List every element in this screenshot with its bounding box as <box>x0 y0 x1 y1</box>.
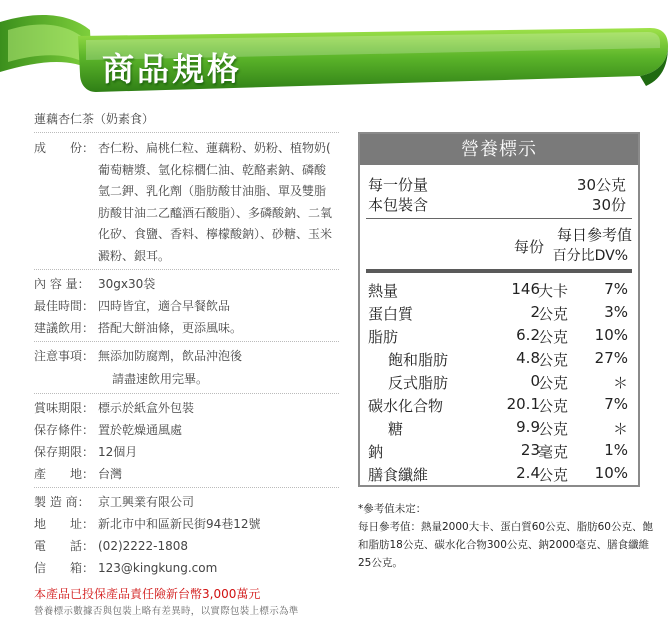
nutrient-amount: 4.8 <box>516 349 540 367</box>
header-banner <box>0 0 670 100</box>
nutrient-daily-value: 27% <box>594 349 628 367</box>
shelf-value: 標示於紙盒外包裝 <box>98 401 195 415</box>
nutrient-unit: 大卡 <box>538 282 569 300</box>
nutrient-amount: 2.4 <box>516 464 540 482</box>
nutrient-unit: 公克 <box>538 351 569 369</box>
nutrient-unit: 公克 <box>538 328 569 346</box>
maker-row <box>34 491 339 513</box>
nutrient-daily-value: 3% <box>604 303 628 321</box>
nutrient-unit: 公克 <box>538 420 569 438</box>
email-label: 信 箱： <box>34 561 95 575</box>
phone-value: (02)2222-1808 <box>98 539 189 553</box>
nutrient-amount: 9.9 <box>516 418 540 436</box>
nutrient-label: 蛋白質 <box>368 305 414 323</box>
content-value: 30gx30袋 <box>98 277 156 291</box>
insurance-notice: 本產品已投保產品責任險新台幣3,000萬元 <box>34 587 261 601</box>
period-label: 保存期限： <box>34 445 95 459</box>
nutrient-amount: 20.1 <box>506 395 540 413</box>
divider <box>34 269 339 270</box>
product-spec-list <box>34 108 339 617</box>
address-label: 地 址： <box>34 517 95 531</box>
period-row <box>34 441 339 463</box>
nutrient-daily-value: 7% <box>604 280 628 298</box>
nutrient-row <box>368 441 634 463</box>
nutrient-row <box>368 303 634 325</box>
nutrient-amount: 6.2 <box>516 326 540 344</box>
ingredients-line: 澱粉、銀耳。 <box>98 248 171 263</box>
nutrient-daily-value: 7% <box>604 395 628 413</box>
ingredients-line: 葡萄糖漿、氫化棕櫚仁油、乾酪素鈉、磷酸 <box>98 162 327 177</box>
maker-label: 製 造 商： <box>34 495 90 509</box>
best-time-label: 最佳時間： <box>34 299 95 313</box>
ingredients-line: 杏仁粉、扁桃仁粒、蓮藕粉、奶粉、植物奶( <box>98 141 331 155</box>
nutrient-unit: 公克 <box>538 397 569 415</box>
phone-label: 電 話： <box>34 539 95 553</box>
divider <box>34 487 339 488</box>
email-row <box>34 557 339 579</box>
nutrient-row <box>368 326 634 348</box>
ingredients-line: 氫二鉀、乳化劑（脂肪酸甘油脂、單及雙脂 <box>98 184 327 198</box>
nutrient-row <box>368 349 634 371</box>
nutrient-amount: 0 <box>530 372 540 390</box>
suggest-row <box>34 317 339 339</box>
disclaimer-note: 營養標示數據否與包裝上略有差異時，以實際包裝上標示為準 <box>34 606 299 617</box>
nutrient-label: 飽和脂肪 <box>388 351 449 369</box>
serving-size-label: 每一份量 <box>368 176 429 194</box>
daily-value-header-line2: 百分比DV% <box>552 248 628 264</box>
address-row <box>34 513 339 535</box>
divider <box>34 132 339 133</box>
nutrient-row <box>368 464 634 486</box>
nutrient-daily-value: 1% <box>604 441 628 459</box>
caution-label: 注意事項： <box>34 349 95 363</box>
origin-value: 台灣 <box>98 467 123 481</box>
origin-label: 產 地： <box>34 467 95 481</box>
thick-divider <box>366 269 632 273</box>
content-row <box>34 273 339 295</box>
nutrition-title: 營養標示 <box>360 134 638 165</box>
nutrient-label: 膳食纖維 <box>368 466 429 484</box>
nutrient-row <box>368 280 634 302</box>
ingredients-line: 化矽、食鹽、香料、檸檬酸鈉）、砂糖、玉米 <box>98 227 333 241</box>
origin-row <box>34 463 339 485</box>
serving-size-value: 30公克 <box>576 176 626 194</box>
content-label: 內 容 量： <box>34 277 90 291</box>
footnote-title: *參考值未定： <box>358 503 427 515</box>
green-ribbon-graphic <box>0 0 670 100</box>
maker-value: 京工興業有限公司 <box>98 495 195 509</box>
page-title: 商品規格 <box>102 50 243 88</box>
daily-value-header-line1: 每日參考值 <box>556 226 632 244</box>
nutrient-daily-value: 10% <box>594 326 628 344</box>
storage-row <box>34 419 339 441</box>
best-time-value: 四時皆宜，適合早餐飲品 <box>98 299 231 313</box>
nutrient-daily-value: 10% <box>594 464 628 482</box>
nutrient-amount: 146 <box>511 280 540 298</box>
nutrient-label: 鈉 <box>368 443 384 461</box>
suggest-label: 建議飲用： <box>34 321 95 335</box>
nutrient-row <box>368 372 634 394</box>
servings-value: 30份 <box>591 196 626 214</box>
nutrient-label: 反式脂肪 <box>388 374 449 392</box>
nutrient-unit: 毫克 <box>538 443 569 461</box>
footnote <box>358 500 658 572</box>
ingredients-label: 成 份： <box>34 141 95 155</box>
per-serving-header: 每份 <box>514 238 545 256</box>
suggest-value: 搭配大餅油條，更添風味。 <box>98 321 243 335</box>
best-time-row <box>34 295 339 317</box>
divider <box>366 218 632 219</box>
nutrient-amount: 23 <box>520 441 540 459</box>
caution-continuation: 請盡速飲用完畢。 <box>112 372 209 386</box>
phone-row <box>34 535 339 557</box>
storage-label: 保存條件： <box>34 423 95 437</box>
email-value: 123@kingkung.com <box>98 561 218 575</box>
nutrient-label: 熱量 <box>368 282 399 300</box>
nutrient-label: 碳水化合物 <box>368 397 444 415</box>
nutrition-facts-panel <box>358 132 640 487</box>
ingredients-line: 肪酸甘油二乙醯酒石酸脂）、多磷酸鈉、二氧 <box>98 205 333 220</box>
nutrient-daily-value: ＊ <box>612 374 628 392</box>
caution-value: 無添加防腐劑，飲品沖泡後 <box>98 349 243 363</box>
servings-label: 本包裝含 <box>368 196 429 214</box>
address-value: 新北市中和區新民街94巷12號 <box>98 517 261 531</box>
nutrient-unit: 公克 <box>538 374 569 392</box>
ingredients-row <box>34 136 339 267</box>
product-name: 蓮藕杏仁茶（奶素食） <box>34 112 155 126</box>
caution-row <box>34 345 339 367</box>
nutrient-label: 糖 <box>388 420 404 438</box>
nutrient-row <box>368 418 634 440</box>
storage-value: 置於乾燥通風處 <box>98 423 183 437</box>
nutrient-unit: 公克 <box>538 466 569 484</box>
period-value: 12個月 <box>98 445 138 459</box>
nutrient-amount: 2 <box>530 303 540 321</box>
nutrient-label: 脂肪 <box>368 328 399 346</box>
divider <box>34 341 339 342</box>
nutrient-unit: 公克 <box>538 305 569 323</box>
shelf-row <box>34 397 339 419</box>
ingredients-value <box>98 138 339 267</box>
shelf-label: 賞味期限： <box>34 401 95 415</box>
nutrient-row <box>368 395 634 417</box>
footnote-text: 每日參考值：熱量2000大卡、蛋白質60公克、脂肪60公克、飽和脂肪18公克、碳水化合物300公克、鈉2000毫克、膳食纖維25公克。 <box>358 521 653 569</box>
divider <box>34 393 339 394</box>
nutrient-daily-value: ＊ <box>612 420 628 438</box>
